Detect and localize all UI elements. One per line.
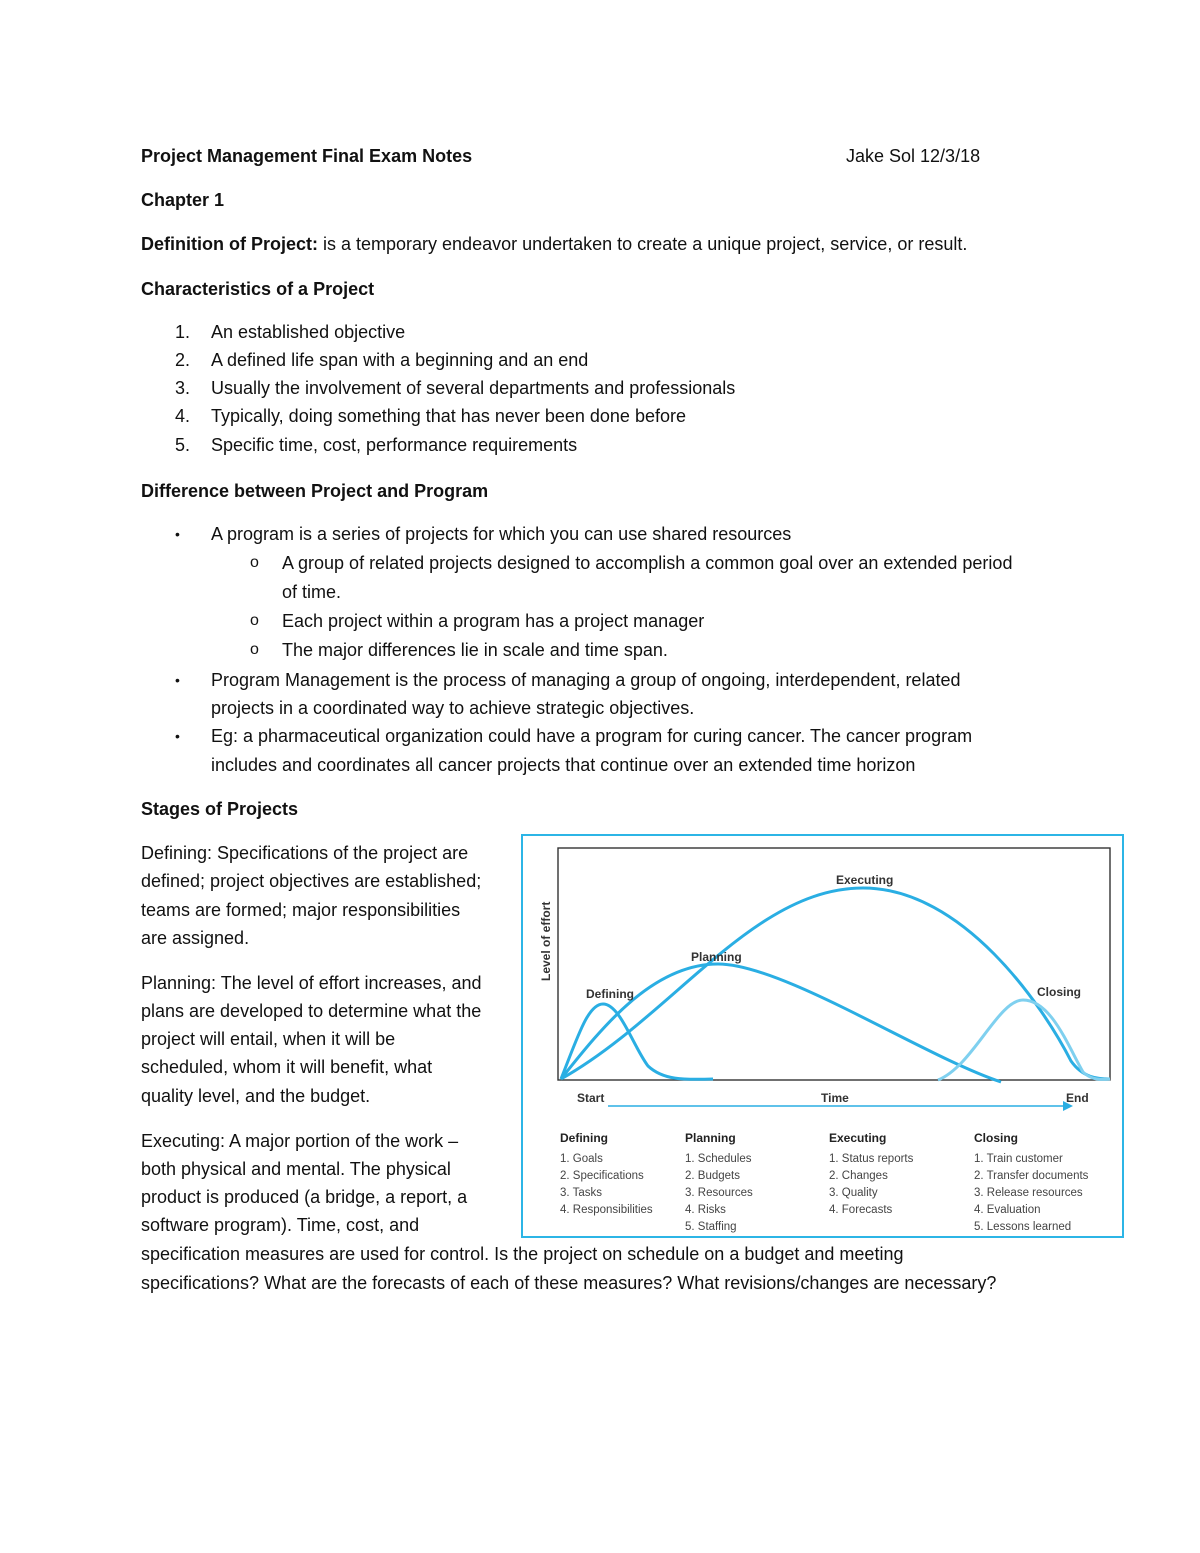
bullet-text: A program is a series of projects for which you can use shared resources [211, 524, 792, 544]
sub-bullet-text: A group of related projects designed to accomplish a common goal over an extended period [282, 553, 1013, 573]
list-number: 3. [175, 378, 191, 398]
planning-paragraph-line: plans are developed to determine what the [141, 1001, 482, 1021]
sub-bullet-marker: o [250, 612, 259, 629]
stages-heading: Stages of Projects [141, 799, 299, 819]
lifecycle-diagram [523, 836, 1126, 1240]
closing-column [974, 1131, 1089, 1233]
column-item: 2. Budgets [685, 1170, 740, 1182]
list-item: A defined life span with a beginning and an end [211, 350, 589, 370]
defining-curve [561, 1004, 713, 1079]
project-lifecycle-figure [521, 834, 1124, 1238]
defining-paragraph-line: defined; project objectives are established; [141, 871, 482, 891]
sub-bullet-text: Each project within a program has a project manager [282, 611, 705, 631]
planning-column [685, 1131, 753, 1233]
list-number: 2. [175, 350, 191, 370]
column-item: 4. Responsibilities [560, 1204, 653, 1216]
difference-heading: Difference between Project and Program [141, 481, 489, 501]
bullet-text-cont: includes and coordinates all cancer projects that continue over an extended time horizon [211, 755, 916, 775]
column-item: 1. Status reports [829, 1153, 914, 1165]
column-item: 4. Risks [685, 1204, 726, 1216]
planning-paragraph-line: quality level, and the budget. [141, 1086, 371, 1106]
list-item: Usually the involvement of several departments and professionals [211, 378, 736, 398]
column-item: 4. Forecasts [829, 1204, 893, 1216]
defining-paragraph-line: teams are formed; major responsibilities [141, 900, 461, 920]
column-title: Closing [974, 1131, 1018, 1145]
definition-text: is a temporary endeavor undertaken to create a unique project, service, or result. [318, 234, 968, 254]
sub-bullet-text: The major differences lie in scale and time span. [282, 640, 668, 660]
bullet-text: Eg: a pharmaceutical organization could have a program for curing cancer. The cancer program [211, 726, 973, 746]
sub-bullet-text-cont: of time. [282, 582, 342, 602]
executing-column [829, 1131, 914, 1216]
characteristics-heading: Characteristics of a Project [141, 279, 375, 299]
executing-paragraph-line: specifications? What are the forecasts of each of these measures? What revisions/changes are necessary? [141, 1273, 997, 1293]
definition-paragraph [141, 230, 967, 258]
sub-bullet-marker: o [250, 641, 259, 658]
defining-paragraph-line: Defining: Specifications of the project are [141, 843, 469, 863]
list-item: An established objective [211, 322, 406, 342]
column-item: 2. Transfer documents [974, 1170, 1089, 1182]
column-title: Defining [560, 1131, 608, 1145]
list-item: Specific time, cost, performance requirements [211, 435, 578, 455]
executing-paragraph-line: Executing: A major portion of the work – [141, 1131, 459, 1151]
executing-paragraph-line: product is produced (a bridge, a report, a [141, 1187, 468, 1207]
list-number: 4. [175, 406, 191, 426]
bullet-marker: • [175, 526, 180, 542]
column-item: 5. Staffing [685, 1221, 737, 1233]
author-date: Jake Sol 12/3/18 [846, 146, 981, 166]
defining-column [560, 1131, 653, 1216]
column-item: 3. Tasks [560, 1187, 602, 1199]
bullet-marker: • [175, 728, 180, 744]
planning-paragraph-line: Planning: The level of effort increases, and [141, 973, 482, 993]
defining-paragraph-line: are assigned. [141, 928, 250, 948]
executing-curve [561, 888, 1110, 1079]
start-label: Start [577, 1091, 605, 1105]
chapter-heading: Chapter 1 [141, 190, 225, 210]
column-item: 3. Release resources [974, 1187, 1083, 1199]
executing-paragraph-line: specification measures are used for control. Is the project on schedule on a budget and meeting [141, 1244, 904, 1264]
bullet-text-cont: projects in a coordinated way to achieve strategic objectives. [211, 698, 695, 718]
column-item: 3. Quality [829, 1187, 878, 1199]
executing-curve-label: Executing [836, 873, 894, 887]
column-item: 5. Lessons learned [974, 1221, 1072, 1233]
end-label: End [1066, 1091, 1089, 1105]
plot-frame [558, 848, 1110, 1080]
planning-curve-label: Planning [691, 950, 742, 964]
y-axis-label: Level of effort [539, 901, 553, 981]
column-title: Planning [685, 1131, 736, 1145]
column-item: 4. Evaluation [974, 1204, 1041, 1216]
planning-paragraph-line: project will entail, when it will be [141, 1029, 396, 1049]
column-item: 1. Goals [560, 1153, 603, 1165]
list-number: 1. [175, 322, 191, 342]
planning-curve [561, 964, 1001, 1082]
column-item: 2. Changes [829, 1170, 888, 1182]
x-axis-label: Time [821, 1091, 849, 1105]
column-item: 1. Schedules [685, 1153, 752, 1165]
column-title: Executing [829, 1131, 887, 1145]
executing-paragraph-line: software program). Time, cost, and [141, 1215, 420, 1235]
list-item: Typically, doing something that has never been done before [211, 406, 686, 426]
column-item: 2. Specifications [560, 1170, 644, 1182]
bullet-text: Program Management is the process of managing a group of ongoing, interdependent, related [211, 670, 961, 690]
definition-label: Definition of Project: [141, 234, 318, 254]
list-number: 5. [175, 435, 191, 455]
bullet-marker: • [175, 672, 180, 688]
closing-curve-label: Closing [1037, 985, 1081, 999]
planning-paragraph-line: scheduled, whom it will benefit, what [141, 1057, 433, 1077]
executing-paragraph-line: both physical and mental. The physical [141, 1159, 451, 1179]
sub-bullet-marker: o [250, 554, 259, 571]
defining-curve-label: Defining [586, 987, 634, 1001]
column-item: 1. Train customer [974, 1153, 1063, 1165]
document-title: Project Management Final Exam Notes [141, 146, 473, 166]
column-item: 3. Resources [685, 1187, 753, 1199]
